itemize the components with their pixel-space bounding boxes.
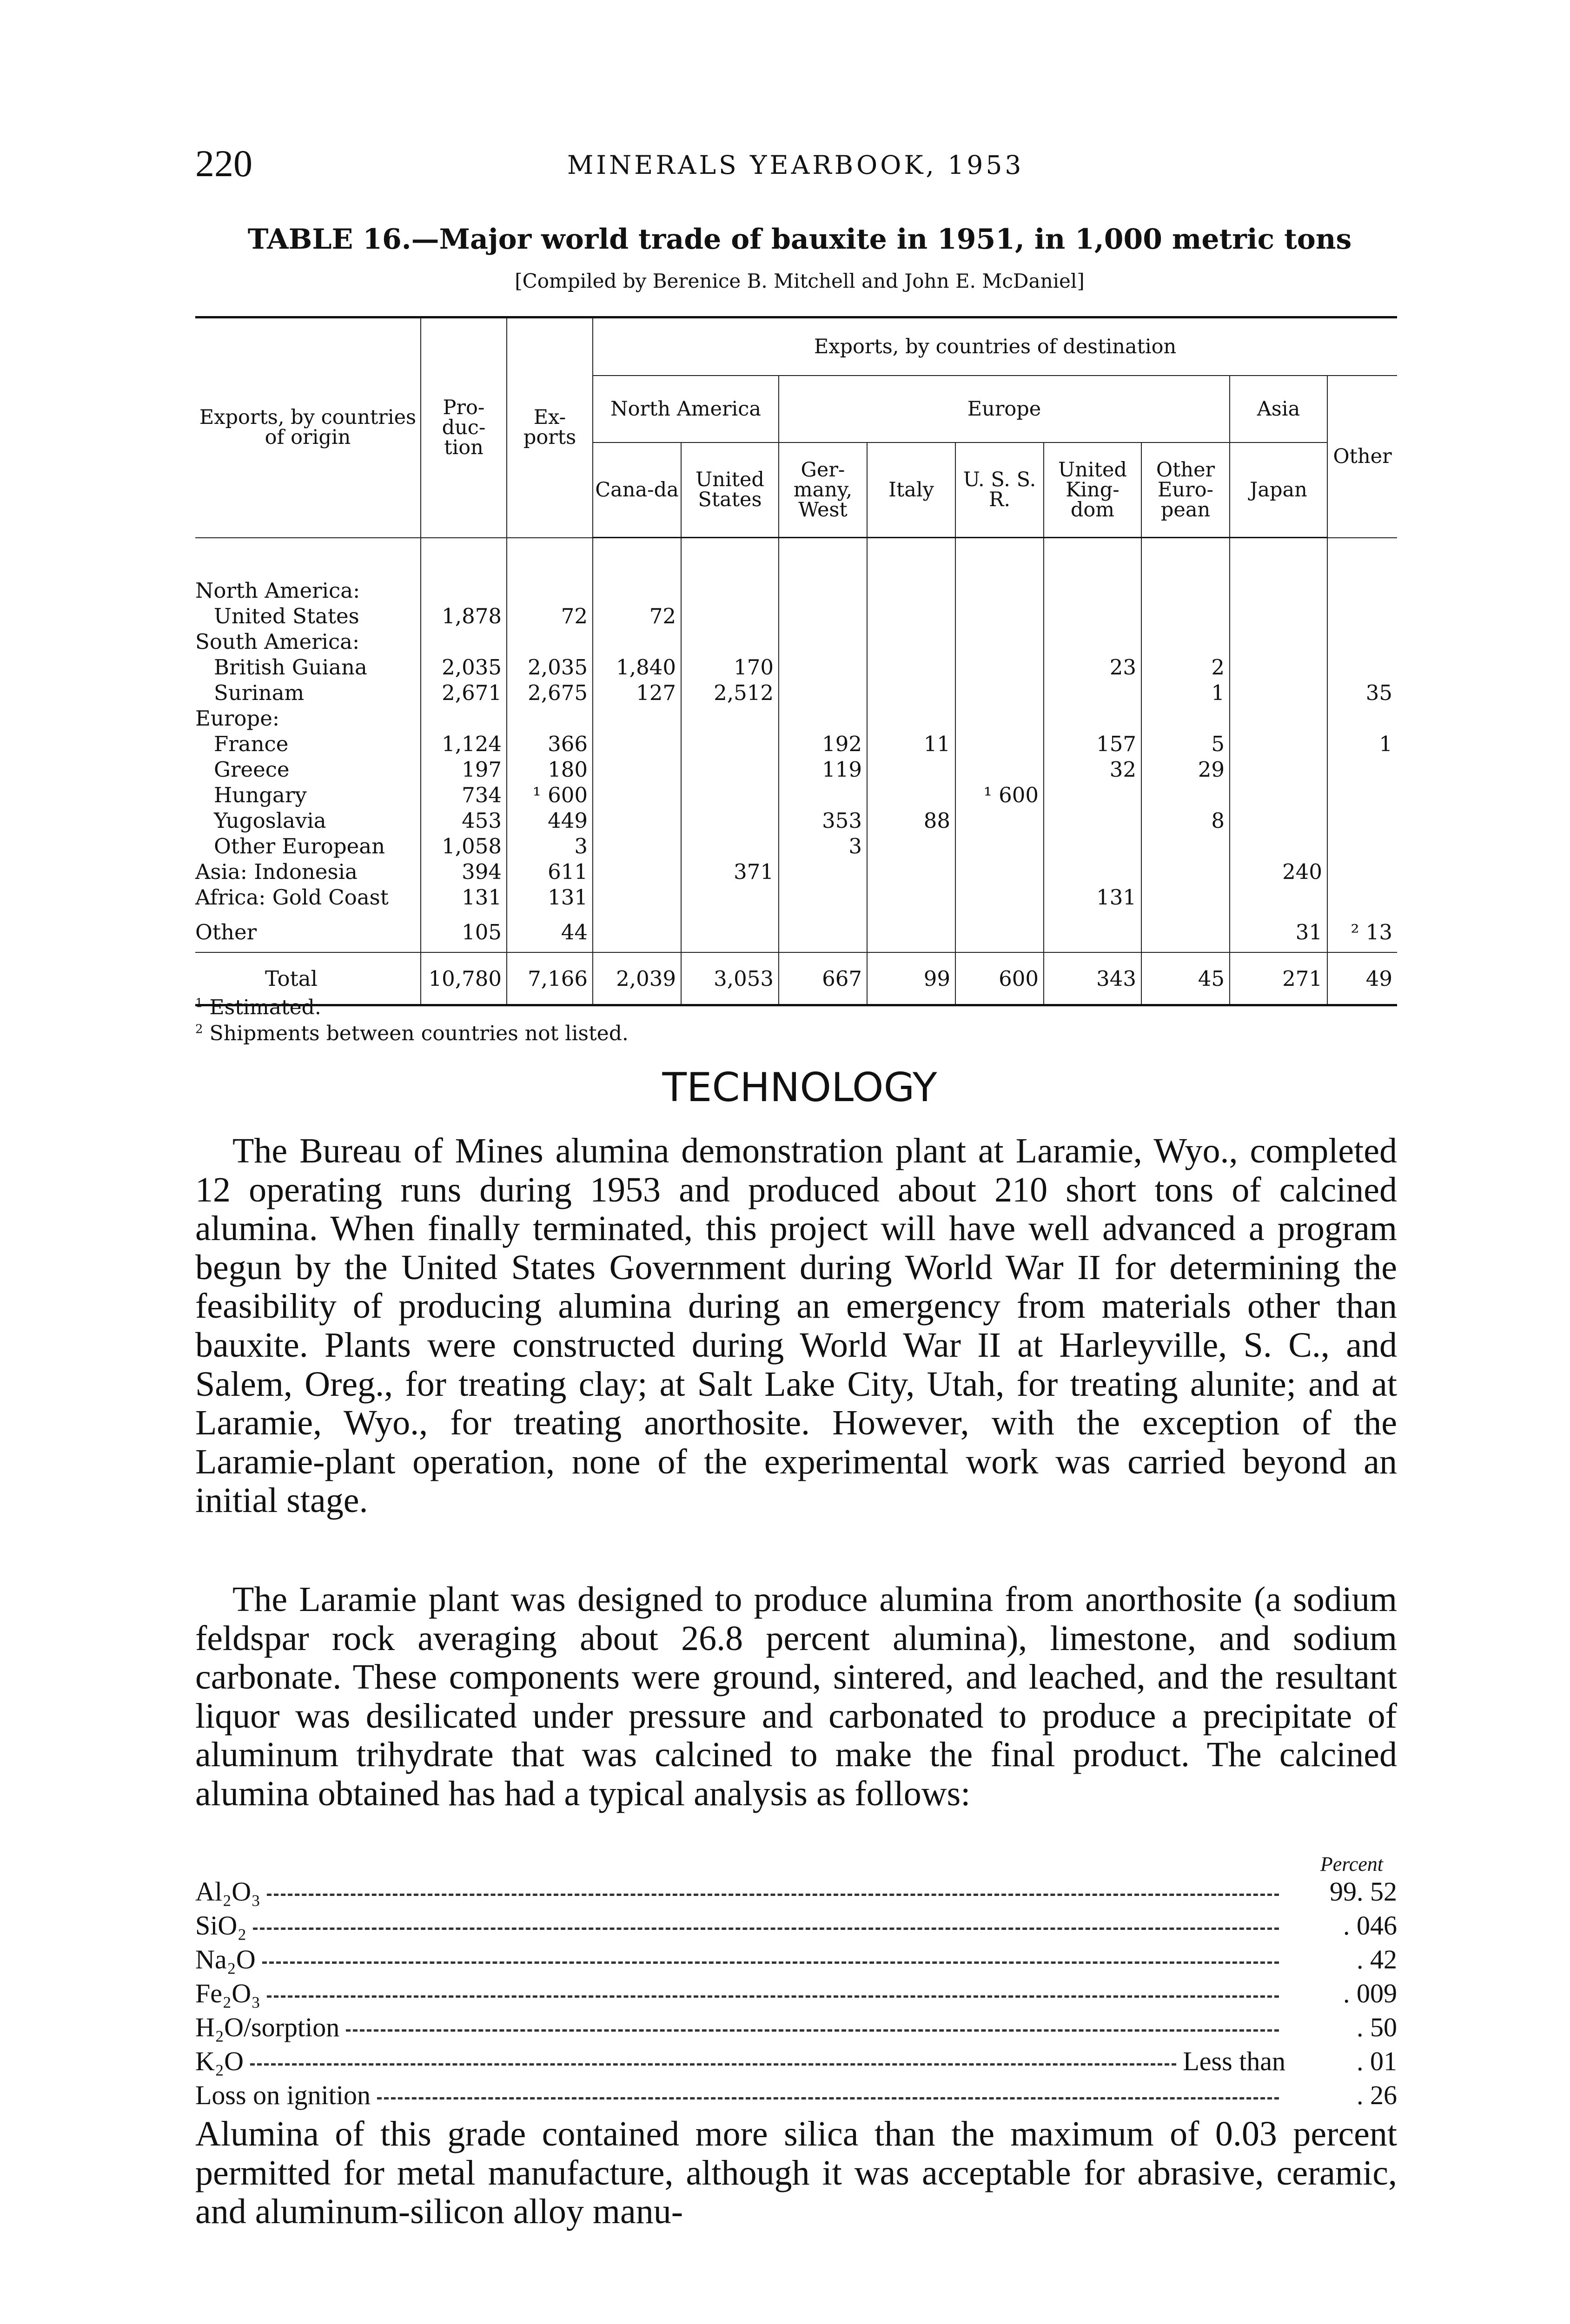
- table-cell: 5: [1141, 729, 1230, 754]
- header-production: Pro-duc-tion: [421, 317, 507, 538]
- table-cell: [955, 575, 1044, 601]
- table-cell: 2,671: [421, 678, 507, 703]
- table-cell: [1044, 703, 1141, 729]
- table-cell: [867, 754, 955, 780]
- table-cell: 1,840: [593, 652, 681, 678]
- analysis-value: . 009: [1343, 1978, 1397, 2008]
- table-cell: ¹ 600: [955, 780, 1044, 805]
- table-cell: 343: [1044, 952, 1141, 1005]
- table-cell: [779, 908, 867, 952]
- table-cell: [867, 652, 955, 678]
- table-cell: [681, 601, 779, 627]
- table-cell: [779, 678, 867, 703]
- paragraph-2: The Laramie plant was designed to produce alumina from anorthosite (a sodium feldspar rock averaging about 26.8 percent alumina), limestone, and sodium carbonate. These components were ground, sintered, and leached, and the resultant liquor was desilicated under pressure and carbonated to produce a precipitate of aluminum trihydrate that was calcined to make the final product. The calcined alumina obtained has had a typical analysis as follows:: [195, 1580, 1397, 1813]
- row-label: Europe:: [195, 706, 280, 731]
- dot-leader: [346, 2029, 1279, 2032]
- table-cell: [1044, 601, 1141, 627]
- table-cell: [779, 627, 867, 652]
- table-cell: 2,675: [507, 678, 593, 703]
- analysis-component: Loss on ignition: [195, 2080, 371, 2110]
- table-cell: [681, 882, 779, 908]
- table-cell: [507, 575, 593, 601]
- table-cell: 119: [779, 754, 867, 780]
- table-cell: [867, 703, 955, 729]
- table-cell: [1327, 627, 1397, 652]
- table-cell: [593, 754, 681, 780]
- table-row: [195, 678, 1397, 703]
- table-cell: [779, 882, 867, 908]
- header-canada: Cana-da: [593, 442, 681, 538]
- table-cell: 2,035: [507, 652, 593, 678]
- table-cell: [779, 703, 867, 729]
- header-japan: Japan: [1230, 442, 1327, 538]
- table-cell: [507, 703, 593, 729]
- table-cell: 7,166: [507, 952, 593, 1005]
- table-cell: [1230, 805, 1327, 831]
- table-cell: [1044, 627, 1141, 652]
- row-label: Hungary: [214, 783, 307, 807]
- header-other-european: Other Euro-pean: [1141, 442, 1230, 538]
- table-cell: [593, 703, 681, 729]
- table-cell: 10,780: [421, 952, 507, 1005]
- row-label: Yugoslavia: [214, 808, 326, 833]
- analysis-value: 99. 52: [1330, 1876, 1397, 1907]
- row-label: Total: [195, 952, 421, 1005]
- table-cell: [593, 882, 681, 908]
- table-cell: [593, 805, 681, 831]
- table-cell: 1: [1141, 678, 1230, 703]
- table-cell: 11: [867, 729, 955, 754]
- table-cell: 1,878: [421, 601, 507, 627]
- table-cell: [1230, 627, 1327, 652]
- row-label: Surinam: [214, 680, 305, 705]
- table-cell: [955, 627, 1044, 652]
- table-cell: 105: [421, 908, 507, 952]
- table-row: [195, 857, 1397, 882]
- analysis-component: SiO₂: [195, 1910, 247, 1941]
- table-cell: [1230, 882, 1327, 908]
- table-cell: 72: [593, 601, 681, 627]
- table-row: [195, 575, 1397, 601]
- header-other: Other: [1327, 376, 1397, 538]
- table-cell: [867, 857, 955, 882]
- table-cell: 2,512: [681, 678, 779, 703]
- table-cell: [1141, 882, 1230, 908]
- table-cell: [421, 575, 507, 601]
- table-cell: [1044, 575, 1141, 601]
- header-united-states: United States: [681, 442, 779, 538]
- table-cell: [1044, 678, 1141, 703]
- table-cell: 32: [1044, 754, 1141, 780]
- analysis-component: Fe₂O₃: [195, 1978, 261, 2008]
- table-cell: [1141, 575, 1230, 601]
- table-row: [195, 652, 1397, 678]
- row-label: Asia: Indonesia: [195, 859, 358, 884]
- table-cell: 1: [1327, 729, 1397, 754]
- table-cell: 1,058: [421, 831, 507, 857]
- paragraph-1: The Bureau of Mines alumina demonstration plant at Laramie, Wyo., completed 12 operating runs during 1953 and produced about 210 short tons of calcined alumina. When finally terminated, this project will have well advanced a program begun by the United States Government during World War II for determining the feasibility of producing alumina during an emergency from materials other than bauxite. Plants were constructed during World War II at Harleyville, S. C., and Salem, Oreg., for treating clay; at Salt Lake City, Utah, for treating alunite; and at Laramie, Wyo., for treating anorthosite. However, with the exception of the Laramie-plant operation, none of the experimental work was carried beyond an initial stage.: [195, 1131, 1397, 1520]
- table-cell: 8: [1141, 805, 1230, 831]
- table-cell: [1230, 703, 1327, 729]
- dot-leader: [377, 2097, 1279, 2100]
- table-cell: 45: [1141, 952, 1230, 1005]
- table-cell: 131: [421, 882, 507, 908]
- table-cell: 2,039: [593, 952, 681, 1005]
- header-germany-west: Ger-many, West: [779, 442, 867, 538]
- table-row: [195, 601, 1397, 627]
- table-cell: [955, 908, 1044, 952]
- table-cell: [1327, 882, 1397, 908]
- table-cell: [955, 831, 1044, 857]
- table-cell: [955, 652, 1044, 678]
- table-cell: [867, 601, 955, 627]
- dot-leader: [253, 1928, 1279, 1930]
- table-cell: 29: [1141, 754, 1230, 780]
- header-exports: Ex-ports: [507, 317, 593, 538]
- analysis-component: Na₂O: [195, 1944, 256, 1974]
- table-cell: [1327, 703, 1397, 729]
- table-cell: [1327, 575, 1397, 601]
- table-row: [195, 805, 1397, 831]
- table-cell: 366: [507, 729, 593, 754]
- table-cell: [1230, 575, 1327, 601]
- row-label: Other: [195, 920, 257, 944]
- analysis-row: [195, 2012, 1397, 2046]
- header-asia: Asia: [1230, 376, 1327, 442]
- table-cell: 197: [421, 754, 507, 780]
- table-cell: [955, 857, 1044, 882]
- analysis-row: [195, 2080, 1397, 2113]
- table-cell: [1141, 627, 1230, 652]
- table-cell: [681, 575, 779, 601]
- dot-leader: [250, 2063, 1176, 2066]
- row-label: North America:: [195, 578, 360, 603]
- table-cell: [681, 831, 779, 857]
- table-cell: ² 13: [1327, 908, 1397, 952]
- row-label: France: [214, 732, 289, 756]
- table-cell: [1230, 831, 1327, 857]
- table-row: [195, 703, 1397, 729]
- table-cell: [421, 703, 507, 729]
- table-cell: [593, 729, 681, 754]
- header-united-kingdom: United King-dom: [1044, 442, 1141, 538]
- table-cell: 131: [507, 882, 593, 908]
- table-cell: [1044, 857, 1141, 882]
- dot-leader: [267, 1995, 1279, 1998]
- table-cell: [1327, 780, 1397, 805]
- table-cell: 3: [507, 831, 593, 857]
- table-row: [195, 729, 1397, 754]
- table-cell: 3,053: [681, 952, 779, 1005]
- table-cell: [593, 831, 681, 857]
- analysis-value: . 046: [1343, 1910, 1397, 1941]
- analysis-header: Percent: [1320, 1853, 1383, 1875]
- table-cell: [779, 575, 867, 601]
- dot-leader: [267, 1894, 1279, 1896]
- table-cell: [593, 780, 681, 805]
- table-cell: [779, 780, 867, 805]
- table-cell: [1141, 601, 1230, 627]
- dot-leader: [262, 1961, 1279, 1964]
- page-number: 220: [195, 142, 252, 185]
- table-cell: [593, 575, 681, 601]
- table-cell: 35: [1327, 678, 1397, 703]
- table-cell: 99: [867, 952, 955, 1005]
- table-cell: [1230, 754, 1327, 780]
- table-cell: [681, 805, 779, 831]
- footnote: $^1$ Estimated.: [195, 996, 321, 1019]
- table-cell: [1327, 652, 1397, 678]
- running-title: MINERALS YEARBOOK, 1953: [567, 150, 1024, 180]
- table-cell: 667: [779, 952, 867, 1005]
- table-cell: [681, 627, 779, 652]
- table-cell: 611: [507, 857, 593, 882]
- table-cell: 353: [779, 805, 867, 831]
- table-cell: [955, 703, 1044, 729]
- table-cell: [1141, 831, 1230, 857]
- table-cell: [867, 780, 955, 805]
- table-cell: 734: [421, 780, 507, 805]
- table-cell: [779, 652, 867, 678]
- header-north-america: North America: [593, 376, 779, 442]
- table-cell: 192: [779, 729, 867, 754]
- table-cell: [1327, 831, 1397, 857]
- table-cell: [681, 754, 779, 780]
- table-cell: [1230, 780, 1327, 805]
- analysis-component: H₂O/sorption: [195, 2012, 340, 2042]
- footnote: $^2$ Shipments between countries not listed.: [195, 1022, 629, 1046]
- table-cell: [955, 754, 1044, 780]
- analysis-value: . 26: [1357, 2080, 1397, 2110]
- row-label: South America:: [195, 629, 360, 654]
- row-label: Africa: Gold Coast: [195, 885, 389, 910]
- table-cell: [1230, 678, 1327, 703]
- table-cell: [867, 627, 955, 652]
- table-row: [195, 908, 1397, 952]
- table-spacer-row: [195, 538, 1397, 576]
- table-cell: [1044, 831, 1141, 857]
- table-cell: [867, 908, 955, 952]
- analysis-value: . 42: [1357, 1944, 1397, 1974]
- header-ussr: U. S. S. R.: [955, 442, 1044, 538]
- table-title: TABLE 16.—Major world trade of bauxite in 1951, in 1,000 metric tons: [247, 223, 1352, 256]
- table-cell: 453: [421, 805, 507, 831]
- table-cell: [955, 678, 1044, 703]
- header-europe: Europe: [779, 376, 1230, 442]
- table-cell: 44: [507, 908, 593, 952]
- table-cell: 157: [1044, 729, 1141, 754]
- table-cell: [593, 857, 681, 882]
- table-cell: [1230, 601, 1327, 627]
- table-footnotes: [195, 995, 629, 1047]
- table-cell: [507, 627, 593, 652]
- table-cell: [779, 857, 867, 882]
- table-cell: [1141, 857, 1230, 882]
- analysis-row: [195, 1978, 1397, 2012]
- header-destination: Exports, by countries of destination: [593, 317, 1397, 376]
- paragraph-3: Alumina of this grade contained more silica than the maximum of 0.03 percent permitted for metal manufacture, although it was acceptable for abrasive, ceramic, and aluminum-silicon alloy manu-: [195, 2114, 1397, 2232]
- analysis-qualifier: Less than: [1183, 2046, 1285, 2076]
- table-cell: [867, 831, 955, 857]
- table-cell: [1327, 857, 1397, 882]
- table-cell: 449: [507, 805, 593, 831]
- bauxite-trade-table: [195, 316, 1397, 1006]
- table-row: [195, 754, 1397, 780]
- table-cell: 49: [1327, 952, 1397, 1005]
- table-cell: [1044, 908, 1141, 952]
- header-italy: Italy: [867, 442, 955, 538]
- table-row: [195, 627, 1397, 652]
- table-cell: [1327, 754, 1397, 780]
- table-cell: 170: [681, 652, 779, 678]
- table-cell: 271: [1230, 952, 1327, 1005]
- table-cell: [955, 729, 1044, 754]
- table-cell: [867, 882, 955, 908]
- table-cell: [867, 575, 955, 601]
- table-cell: [1230, 652, 1327, 678]
- table-cell: 1,124: [421, 729, 507, 754]
- table-cell: [867, 678, 955, 703]
- analysis-value: . 01: [1357, 2046, 1397, 2076]
- table-compiled-by: [Compiled by Berenice B. Mitchell and John E. McDaniel]: [515, 270, 1085, 292]
- table-cell: [955, 882, 1044, 908]
- analysis-row: [195, 1944, 1397, 1978]
- row-label: Greece: [214, 757, 290, 782]
- table-body: [195, 538, 1397, 1005]
- table-cell: [779, 601, 867, 627]
- table-cell: 72: [507, 601, 593, 627]
- analysis-component: K₂O: [195, 2046, 244, 2076]
- analysis-row: [195, 1876, 1397, 1910]
- table-cell: [1141, 703, 1230, 729]
- section-heading: TECHNOLOGY: [662, 1064, 937, 1111]
- table-cell: 180: [507, 754, 593, 780]
- table-row: [195, 780, 1397, 805]
- table-cell: [1044, 780, 1141, 805]
- running-head: [195, 142, 1404, 193]
- table-cell: [681, 908, 779, 952]
- table-cell: 600: [955, 952, 1044, 1005]
- table-cell: 3: [779, 831, 867, 857]
- table-cell: [593, 908, 681, 952]
- analysis-row: [195, 2046, 1397, 2080]
- table-cell: [681, 703, 779, 729]
- table-cell: [681, 780, 779, 805]
- table-cell: [421, 627, 507, 652]
- table-cell: 131: [1044, 882, 1141, 908]
- table-cell: 23: [1044, 652, 1141, 678]
- row-label: Other European: [214, 834, 385, 858]
- row-label: British Guiana: [214, 655, 367, 680]
- analysis-value: . 50: [1357, 2012, 1397, 2042]
- analysis-row: [195, 1910, 1397, 1944]
- table-cell: [1230, 729, 1327, 754]
- analysis-component: Al₂O₃: [195, 1876, 261, 1907]
- table-cell: [1327, 601, 1397, 627]
- table-cell: 394: [421, 857, 507, 882]
- table-cell: ¹ 600: [507, 780, 593, 805]
- table-cell: [1141, 908, 1230, 952]
- table-cell: 2: [1141, 652, 1230, 678]
- table-cell: 371: [681, 857, 779, 882]
- table-cell: 31: [1230, 908, 1327, 952]
- table-cell: 240: [1230, 857, 1327, 882]
- table-cell: [955, 601, 1044, 627]
- table-row: [195, 831, 1397, 857]
- alumina-analysis: [195, 1852, 1397, 2113]
- table-cell: 127: [593, 678, 681, 703]
- header-origin: Exports, by countries of origin: [195, 317, 421, 538]
- table-cell: 88: [867, 805, 955, 831]
- row-label: United States: [214, 604, 359, 628]
- table-cell: [1327, 805, 1397, 831]
- table-cell: [681, 729, 779, 754]
- table-cell: [1141, 780, 1230, 805]
- table-cell: [1044, 805, 1141, 831]
- table-cell: 2,035: [421, 652, 507, 678]
- table-cell: [955, 805, 1044, 831]
- table-row: [195, 882, 1397, 908]
- table-cell: [593, 627, 681, 652]
